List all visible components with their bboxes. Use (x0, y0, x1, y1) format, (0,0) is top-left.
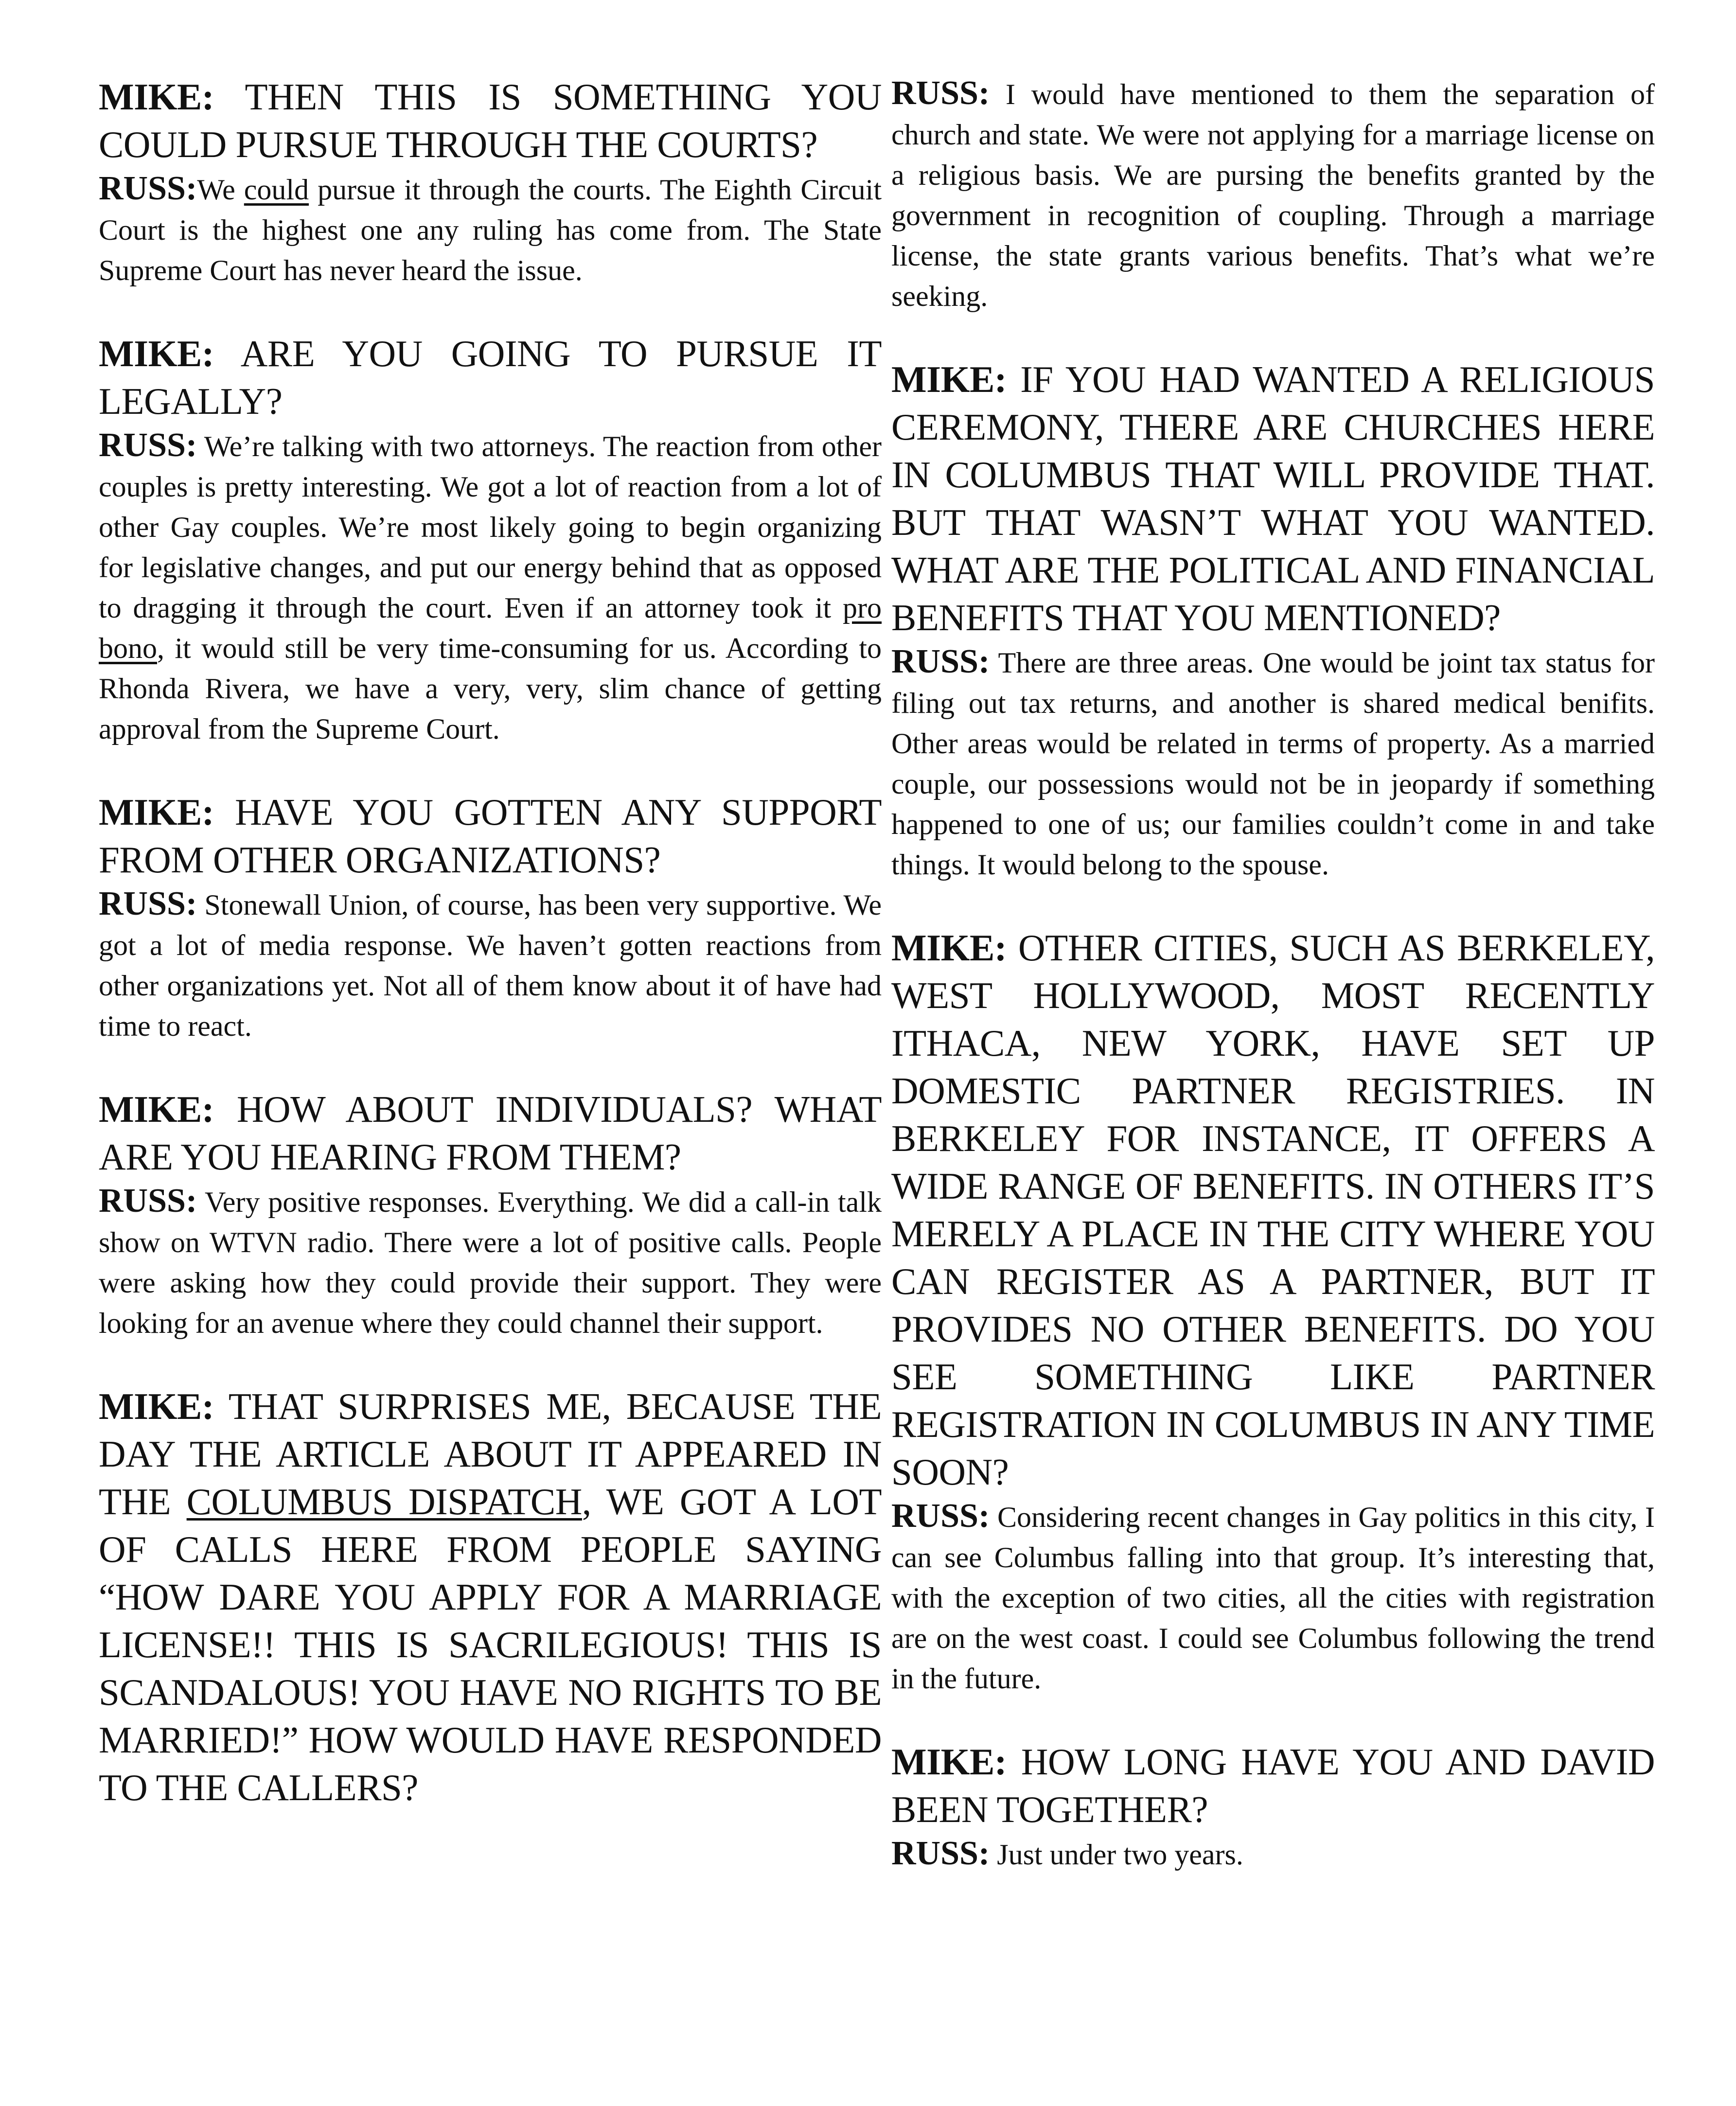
right-column (891, 73, 1655, 1875)
question-text: HOW ABOUT INDIVIDUALS? WHAT ARE YOU HEARING FROM THEM? (99, 1088, 882, 1178)
speaker-label: RUSS: (891, 643, 990, 680)
question (891, 355, 1655, 641)
answer-text: We’re talking with two attorneys. The reaction from other couples is pretty interesting. We got a lot of reaction from a lot of other Gay couples. We’re most likely going to begin organizing for legislative changes, and put our energy behind that as opposed to dragging it through the court. Even if an attorney took it (99, 430, 882, 624)
question (891, 924, 1655, 1496)
question (99, 1382, 882, 1811)
question (99, 330, 882, 425)
speaker-label: MIKE: (891, 1741, 1007, 1783)
answer-text: pursue it through the courts. The Eighth Circuit Court is the highest one any ruling has come from. The State Supreme Court has never heard the issue. (99, 174, 882, 286)
answer-text: We (197, 174, 244, 206)
qa-block-registries (891, 924, 1655, 1699)
answer-text: Considering recent changes in Gay politics in this city, I can see Columbus falling into that group. It’s interesting that, with the exception of two cities, all the cities with registration are on the west coast. I could see Columbus following the trend in the future. (891, 1501, 1655, 1695)
qa-block-callers (99, 1382, 882, 1811)
answer-text: Stonewall Union, of course, has been very supportive. We got a lot of media response. We haven’t gotten reactions from other organizations yet. Not all of them know about it of have had time to react. (99, 889, 882, 1042)
question (99, 788, 882, 884)
question-text: THEN THIS IS SOMETHING YOU COULD PURSUE THROUGH THE COURTS? (99, 76, 882, 165)
answer (99, 425, 882, 749)
speaker-label: MIKE: (891, 927, 1007, 969)
question-text: OTHER CITIES, SUCH AS BERKELEY, WEST HOLLYWOOD, MOST RECENTLY ITHACA, NEW YORK, HAVE SET UP DOMESTIC PARTNER REGISTRIES. IN BERKELEY FOR INSTANCE, IT OFFERS A WIDE RANGE OF BENEFITS. IN OTHERS IT’S MERELY A PLACE IN THE CITY WHERE YOU CAN REGISTER AS A PARTNER, BUT IT PROVIDES NO OTHER BENEFITS. DO YOU SEE SOMETHING LIKE PARTNER REGISTRATION IN COLUMBUS IN ANY TIME SOON? (891, 927, 1655, 1493)
answer (99, 884, 882, 1046)
speaker-label: MIKE: (99, 1385, 214, 1427)
underlined-text: could (244, 174, 309, 206)
answer (99, 168, 882, 291)
answer-text: Very positive responses. Everything. We did a call-in talk show on WTVN radio. There were a lot of positive calls. People were asking how they could provide their support. They were looking for an avenue where they could channel their support. (99, 1186, 882, 1339)
answer (891, 641, 1655, 885)
speaker-label: RUSS: (891, 1497, 990, 1535)
speaker-label: RUSS: (99, 885, 197, 922)
answer-text: There are three areas. One would be joint tax status for filing out tax returns, and another is shared medical benifits. Other areas would be related in terms of property. As a married couple, our possessions would not be in jeopardy if something happened to one of us; our families couldn’t come in and take things. It would belong to the spouse. (891, 647, 1655, 881)
question-text: THAT SURPRISES ME, BECAUSE THE DAY THE ARTICLE ABOUT IT APPEARED IN THE (99, 1385, 882, 1522)
underlined-text: COLUMBUS DISPATCH (186, 1481, 582, 1522)
speaker-label: RUSS: (99, 170, 197, 207)
question-text: ARE YOU GOING TO PURSUE IT LEGALLY? (99, 333, 882, 422)
question-text: HAVE YOU GOTTEN ANY SUPPORT FROM OTHER ORGANIZATIONS? (99, 791, 882, 881)
question-text: IF YOU HAD WANTED A RELIGIOUS CEREMONY, THERE ARE CHURCHES HERE IN COLUMBUS THAT WILL PROVIDE THAT. BUT THAT WASN’T WHAT YOU WANTED. WHAT ARE THE POLITICAL AND FINANCIAL BENEFITS THAT YOU MENTIONED? (891, 358, 1655, 638)
qa-block-organizations (99, 788, 882, 1046)
qa-block-church-state (891, 73, 1655, 317)
speaker-label: RUSS: (891, 1835, 990, 1872)
question (99, 1085, 882, 1181)
qa-block-legally (99, 330, 882, 749)
speaker-label: RUSS: (891, 74, 990, 112)
qa-block-benefits (891, 355, 1655, 885)
speaker-label: MIKE: (99, 1088, 214, 1130)
question-text: , WE GOT A LOT OF CALLS HERE FROM PEOPLE SAYING “HOW DARE YOU APPLY FOR A MARRIAGE LICENSE!! THIS IS SACRILEGIOUS! THIS IS SCANDALOUS! YOU HAVE NO RIGHTS TO BE MARRIED!” HOW WOULD HAVE RESPONDED TO THE CALLERS? (99, 1481, 882, 1808)
speaker-label: RUSS: (99, 1182, 197, 1220)
qa-block-together (891, 1738, 1655, 1875)
answer-text: , it would still be very time-consuming for us. According to Rhonda Rivera, we have a very, very, slim chance of getting approval from the Supreme Court. (99, 632, 882, 745)
question (891, 1738, 1655, 1833)
answer (891, 73, 1655, 317)
question-text: HOW LONG HAVE YOU AND DAVID BEEN TOGETHER? (891, 1741, 1655, 1830)
question (99, 73, 882, 168)
answer (891, 1496, 1655, 1699)
speaker-label: RUSS: (99, 426, 197, 464)
answer (99, 1181, 882, 1344)
answer (891, 1833, 1655, 1875)
answer-text: I would have mentioned to them the separation of church and state. We were not applying for a marriage license on a religious basis. We are pursing the benefits granted by the government in recognition of coupling. Through a marriage license, the state grants various benefits. That’s what we’re seeking. (891, 78, 1655, 312)
qa-block-courts (99, 73, 882, 291)
speaker-label: MIKE: (99, 333, 214, 374)
answer-text: Just under two years. (990, 1839, 1243, 1871)
speaker-label: MIKE: (891, 358, 1007, 400)
speaker-label: MIKE: (99, 76, 214, 118)
left-column (99, 73, 882, 1811)
qa-block-individuals (99, 1085, 882, 1344)
underlined-text: pro bono (99, 592, 882, 664)
speaker-label: MIKE: (99, 791, 214, 833)
